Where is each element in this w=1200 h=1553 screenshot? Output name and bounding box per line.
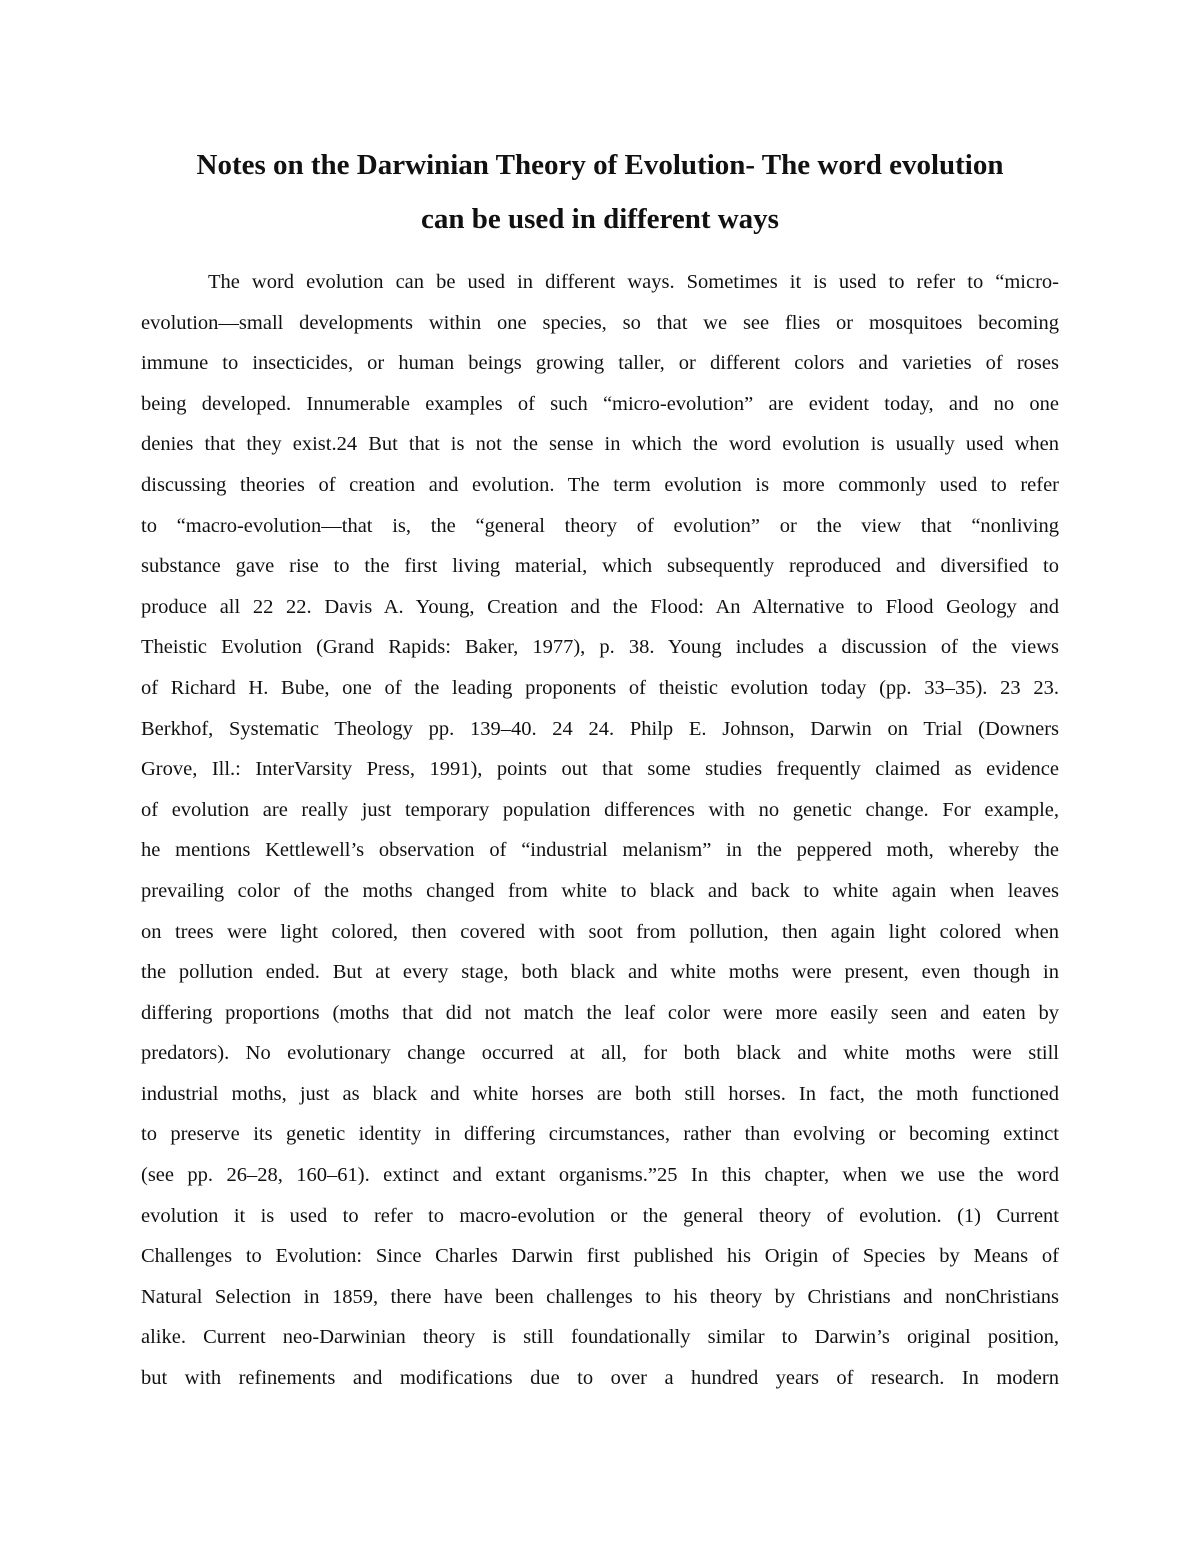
text-line: evolution—small developments within one species, so that we see flies or mosquitoes becoming — [141, 311, 1059, 334]
text-line: discussing theories of creation and evolution. The term evolution is more commonly used to refer — [141, 473, 1059, 496]
text-line: on trees were light colored, then covered with soot from pollution, then again light colored when — [141, 920, 1059, 943]
text-line: evolution it is used to refer to macro-evolution or the general theory of evolution. (1) Current — [141, 1204, 1059, 1227]
text-line: differing proportions (moths that did not match the leaf color were more easily seen and eaten by — [141, 1001, 1059, 1024]
text-line: the pollution ended. But at every stage, both black and white moths were present, even though in — [141, 961, 1059, 984]
text-line: denies that they exist.24 But that is not the sense in which the word evolution is usually used when — [141, 433, 1059, 456]
title-line: Notes on the Darwinian Theory of Evolution- The word evolution — [196, 149, 1004, 181]
text-line: Challenges to Evolution: Since Charles Darwin first published his Origin of Species by Means of — [141, 1245, 1059, 1268]
text-line: alike. Current neo-Darwinian theory is still foundationally similar to Darwin’s original position, — [141, 1326, 1059, 1349]
text-line: produce all 22 22. Davis A. Young, Creation and the Flood: An Alternative to Flood Geology and — [141, 595, 1059, 618]
text-line: predators). No evolutionary change occurred at all, for both black and white moths were still — [141, 1042, 1059, 1065]
text-line: immune to insecticides, or human beings growing taller, or different colors and varieties of roses — [141, 352, 1059, 375]
title-line: can be used in different ways — [421, 203, 779, 235]
text-line: substance gave rise to the first living material, which subsequently reproduced and diversified to — [141, 555, 1059, 578]
text-line: he mentions Kettlewell’s observation of “industrial melanism” in the peppered moth, whereby the — [141, 839, 1059, 862]
text-line: to “macro-evolution—that is, the “general theory of evolution” or the view that “nonliving — [141, 514, 1059, 537]
text-line: (see pp. 26–28, 160–61). extinct and extant organisms.”25 In this chapter, when we use the word — [141, 1164, 1059, 1187]
text-line: Natural Selection in 1859, there have been challenges to his theory by Christians and nonChristians — [141, 1285, 1059, 1308]
text-line: industrial moths, just as black and white horses are both still horses. In fact, the moth functioned — [141, 1082, 1059, 1105]
text-line: Theistic Evolution (Grand Rapids: Baker, 1977), p. 38. Young includes a discussion of the views — [141, 636, 1059, 659]
text-line: being developed. Innumerable examples of such “micro-evolution” are evident today, and no one — [141, 392, 1059, 415]
text-line: but with refinements and modifications due to over a hundred years of research. In modern — [141, 1367, 1059, 1390]
page-title — [140, 138, 1060, 246]
text-line: prevailing color of the moths changed from white to black and back to white again when leaves — [141, 879, 1059, 902]
text-line: Grove, Ill.: InterVarsity Press, 1991), points out that some studies frequently claimed as evidence — [141, 758, 1059, 781]
text-line: to preserve its genetic identity in differing circumstances, rather than evolving or becoming extinct — [141, 1123, 1059, 1146]
text-line: of Richard H. Bube, one of the leading proponents of theistic evolution today (pp. 33–35). 23 23. — [141, 676, 1059, 699]
text-line: The word evolution can be used in different ways. Sometimes it is used to refer to “micro- — [208, 271, 1059, 293]
text-line: of evolution are really just temporary population differences with no genetic change. For example, — [141, 798, 1059, 821]
text-line: Berkhof, Systematic Theology pp. 139–40. 24 24. Philp E. Johnson, Darwin on Trial (Downers — [141, 717, 1059, 740]
body-paragraph — [141, 262, 1059, 1399]
